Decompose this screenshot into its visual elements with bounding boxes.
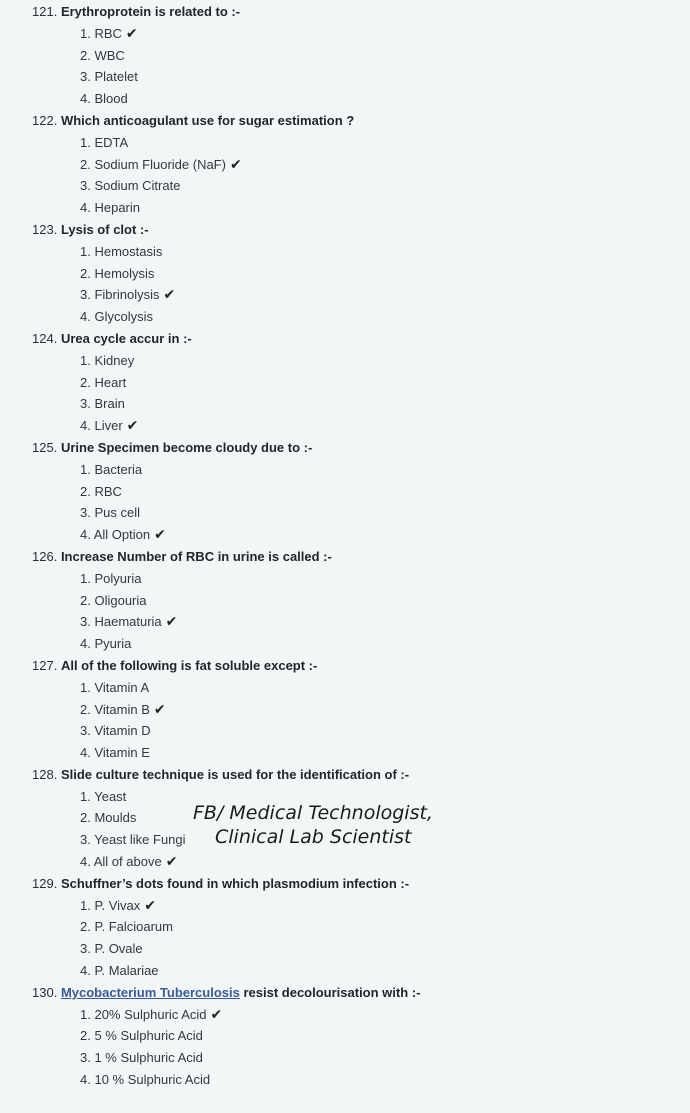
question-block bbox=[0, 437, 690, 546]
option-number: 3. bbox=[80, 723, 91, 739]
option-number: 1. bbox=[80, 25, 91, 41]
option-item bbox=[0, 45, 690, 67]
option-number: 4. bbox=[80, 636, 91, 652]
check-mark-icon: ✔ bbox=[154, 526, 166, 543]
question-block bbox=[0, 110, 690, 219]
question-block bbox=[0, 328, 690, 437]
option-item bbox=[0, 132, 690, 154]
option-text: All Option bbox=[93, 527, 151, 543]
option-item bbox=[0, 851, 690, 873]
question-number: 122. bbox=[32, 112, 58, 128]
question-number: 123. bbox=[32, 221, 58, 237]
check-mark-icon: ✔ bbox=[126, 417, 139, 434]
option-item bbox=[0, 916, 690, 938]
check-mark-icon: ✔ bbox=[165, 613, 178, 630]
option-number: 3. bbox=[80, 505, 91, 521]
option-number: 1. bbox=[80, 897, 91, 913]
option-number: 2. bbox=[80, 701, 91, 717]
option-item bbox=[0, 1069, 690, 1091]
question-line bbox=[0, 110, 690, 132]
option-number: 1. bbox=[80, 134, 91, 150]
option-number: 3. bbox=[80, 69, 91, 85]
option-item bbox=[0, 611, 690, 633]
question-line bbox=[0, 655, 690, 677]
check-mark-icon: ✔ bbox=[163, 286, 176, 303]
option-text: Sodium Citrate bbox=[94, 178, 181, 194]
option-item bbox=[0, 742, 690, 764]
option-text: WBC bbox=[94, 47, 125, 63]
option-item bbox=[0, 481, 690, 503]
option-text: 5 % Sulphuric Acid bbox=[94, 1028, 203, 1044]
check-mark-icon: ✔ bbox=[144, 896, 156, 913]
option-item bbox=[0, 306, 690, 328]
option-text: P. Falcioarum bbox=[94, 919, 173, 935]
option-item bbox=[0, 502, 690, 524]
option-number: 2. bbox=[80, 483, 91, 499]
option-text: Platelet bbox=[94, 69, 138, 85]
option-number: 4. bbox=[80, 309, 91, 325]
option-text: Vitamin D bbox=[94, 723, 151, 739]
option-item bbox=[0, 154, 690, 176]
question-line bbox=[0, 546, 690, 568]
question-number: 130. bbox=[32, 984, 58, 1000]
option-item bbox=[0, 88, 690, 110]
question-block bbox=[0, 655, 690, 764]
option-item bbox=[0, 263, 690, 285]
option-item bbox=[0, 459, 690, 481]
option-text: All of above bbox=[93, 854, 162, 870]
option-item bbox=[0, 350, 690, 372]
question-line bbox=[0, 764, 690, 786]
option-number: 1. bbox=[80, 570, 91, 586]
option-text: Pyuria bbox=[94, 636, 132, 652]
option-item bbox=[0, 633, 690, 655]
option-number: 2. bbox=[80, 47, 91, 63]
question-number: 127. bbox=[32, 657, 58, 673]
option-number: 3. bbox=[80, 287, 91, 303]
option-text: EDTA bbox=[94, 134, 129, 150]
option-number: 4. bbox=[80, 963, 91, 979]
option-text: 10 % Sulphuric Acid bbox=[94, 1072, 211, 1088]
question-line bbox=[0, 982, 690, 1004]
option-number: 2. bbox=[80, 374, 91, 390]
question-block bbox=[0, 219, 690, 328]
question-line bbox=[0, 873, 690, 895]
option-number: 1. bbox=[80, 243, 91, 259]
question-line bbox=[0, 328, 690, 350]
option-number: 2. bbox=[80, 919, 91, 935]
option-number: 4. bbox=[80, 200, 91, 216]
check-mark-icon: ✔ bbox=[165, 853, 178, 870]
option-text: Oligouria bbox=[94, 592, 147, 608]
option-text: Heparin bbox=[94, 200, 140, 216]
option-text: Pus cell bbox=[94, 505, 140, 521]
option-text: P. Ovale bbox=[94, 941, 143, 957]
option-text: P. Malariae bbox=[94, 963, 159, 979]
option-item bbox=[0, 699, 690, 721]
option-number: 3. bbox=[80, 941, 91, 957]
option-text: Vitamin A bbox=[94, 679, 150, 695]
option-text: Blood bbox=[94, 91, 128, 107]
option-text: Haematuria bbox=[94, 614, 162, 630]
option-text: Sodium Fluoride (NaF) bbox=[94, 156, 226, 172]
question-block bbox=[0, 982, 690, 1091]
option-item bbox=[0, 241, 690, 263]
check-mark-icon: ✔ bbox=[229, 155, 242, 172]
question-block bbox=[0, 873, 690, 982]
question-text: Lysis of clot :- bbox=[60, 221, 149, 237]
question-line bbox=[0, 437, 690, 459]
option-item bbox=[0, 393, 690, 415]
option-number: 3. bbox=[80, 396, 91, 412]
question-text: All of the following is fat soluble except :- bbox=[60, 657, 318, 673]
option-text: Bacteria bbox=[94, 461, 143, 477]
option-number: 1. bbox=[80, 788, 91, 804]
option-text: Glycolysis bbox=[94, 309, 153, 325]
option-text: P. Vivax bbox=[94, 897, 141, 913]
option-number: 4. bbox=[80, 1072, 91, 1088]
option-number: 3. bbox=[80, 1050, 91, 1066]
question-text: Erythroprotein is related to :- bbox=[60, 4, 241, 19]
option-item bbox=[0, 66, 690, 88]
option-text: Yeast like Fungi bbox=[94, 832, 186, 848]
option-text: Moulds bbox=[94, 810, 137, 826]
option-text: Polyuria bbox=[94, 570, 142, 586]
option-item bbox=[0, 938, 690, 960]
watermark-line-1: FB/ Medical Technologist, bbox=[193, 802, 433, 824]
option-text: 1 % Sulphuric Acid bbox=[94, 1050, 203, 1066]
option-number: 4. bbox=[80, 91, 91, 107]
option-number: 4. bbox=[80, 854, 91, 870]
option-item bbox=[0, 23, 690, 45]
question-text: Urea cycle accur in :- bbox=[60, 330, 192, 346]
question-number: 129. bbox=[32, 875, 58, 891]
question-block bbox=[0, 1, 690, 110]
question-number: 121. bbox=[32, 4, 58, 19]
question-number: 125. bbox=[32, 439, 58, 455]
question-line bbox=[0, 219, 690, 241]
question-number: 124. bbox=[32, 330, 58, 346]
question-number: 126. bbox=[32, 548, 58, 564]
question-text: Which anticoagulant use for sugar estimation ? bbox=[60, 112, 355, 128]
option-item bbox=[0, 677, 690, 699]
option-number: 1. bbox=[80, 461, 91, 477]
option-text: Brain bbox=[94, 396, 125, 412]
question-text: Urine Specimen become cloudy due to :- bbox=[60, 439, 313, 455]
option-number: 3. bbox=[80, 832, 91, 848]
question-text: Slide culture technique is used for the identification of :- bbox=[60, 766, 410, 782]
watermark-line-2: Clinical Lab Scientist bbox=[215, 825, 412, 848]
option-item bbox=[0, 960, 690, 982]
option-text: Fibrinolysis bbox=[94, 287, 160, 303]
option-text: Yeast bbox=[94, 788, 127, 804]
question-line bbox=[0, 1, 690, 23]
option-number: 2. bbox=[80, 265, 91, 281]
option-item bbox=[0, 568, 690, 590]
option-text: Hemolysis bbox=[94, 265, 155, 281]
question-text: Increase Number of RBC in urine is called :- bbox=[60, 548, 332, 564]
option-number: 2. bbox=[80, 1028, 91, 1044]
option-number: 4. bbox=[80, 527, 91, 543]
option-number: 2. bbox=[80, 156, 91, 172]
option-item bbox=[0, 197, 690, 219]
check-mark-icon: ✔ bbox=[125, 24, 138, 41]
option-text: Liver bbox=[94, 418, 123, 434]
option-item bbox=[0, 372, 690, 394]
option-number: 4. bbox=[80, 418, 91, 434]
option-text: Heart bbox=[94, 374, 127, 390]
option-text: Vitamin B bbox=[94, 701, 150, 717]
option-text: Vitamin E bbox=[94, 745, 150, 761]
option-item bbox=[0, 175, 690, 197]
option-number: 1. bbox=[80, 679, 91, 695]
option-text: RBC bbox=[94, 483, 122, 499]
option-number: 1. bbox=[80, 1006, 91, 1022]
option-item bbox=[0, 895, 690, 917]
option-number: 3. bbox=[80, 614, 91, 630]
option-item bbox=[0, 720, 690, 742]
question-text: Schuffner’s dots found in which plasmodium infection :- bbox=[60, 875, 410, 891]
option-number: 1. bbox=[80, 352, 91, 368]
option-number: 2. bbox=[80, 810, 91, 826]
check-mark-icon: ✔ bbox=[210, 1005, 223, 1022]
question-block bbox=[0, 546, 690, 655]
option-item bbox=[0, 590, 690, 612]
option-number: 4. bbox=[80, 745, 91, 761]
option-text: Hemostasis bbox=[94, 243, 163, 259]
watermark bbox=[193, 802, 433, 850]
option-item bbox=[0, 1047, 690, 1069]
option-text: 20% Sulphuric Acid bbox=[94, 1006, 207, 1022]
question-number: 128. bbox=[32, 766, 58, 782]
option-item bbox=[0, 415, 690, 437]
option-number: 2. bbox=[80, 592, 91, 608]
check-mark-icon: ✔ bbox=[153, 700, 166, 717]
question-text: resist decolourisation with :- bbox=[239, 984, 421, 1000]
option-item bbox=[0, 524, 690, 546]
option-number: 3. bbox=[80, 178, 91, 194]
option-item bbox=[0, 284, 690, 306]
option-text: RBC bbox=[94, 25, 122, 41]
option-item bbox=[0, 1004, 690, 1026]
option-text: Kidney bbox=[94, 352, 135, 368]
option-item bbox=[0, 1025, 690, 1047]
question-link[interactable]: Mycobacterium Tuberculosis bbox=[60, 984, 240, 1000]
